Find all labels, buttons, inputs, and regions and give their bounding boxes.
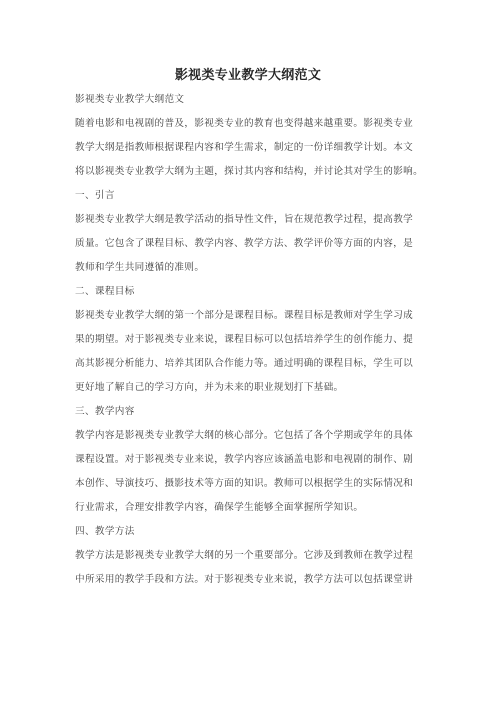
paragraph-line: 果的期望。对于影视类专业来说，课程目标可以包括培养学生的创作能力、提: [75, 334, 414, 345]
section-heading: 四、教学方法: [75, 526, 135, 537]
paragraph-line: 教学方法是影视类专业教学大纲的另一个重要部分。它涉及到教师在教学过程: [75, 550, 414, 561]
paragraph-line: 课程设置。对于影视类专业来说，教学内容应该涵盖电影和电视剧的制作、剧: [75, 454, 414, 465]
section-heading: 二、课程目标: [75, 286, 135, 297]
paragraph-line: 质量。它包含了课程目标、教学内容、教学方法、教学评价等方面的内容，是: [75, 238, 414, 249]
paragraph-line: 高其影视分析能力、培养其团队合作能力等。通过明确的课程目标，学生可以: [75, 358, 414, 369]
paragraph-line: 中所采用的教学手段和方法。对于影视类专业来说，教学方法可以包括课堂讲: [75, 574, 414, 585]
paragraph-line: 教学内容是影视类专业教学大纲的核心部分。它包括了各个学期或学年的具体: [75, 430, 414, 441]
paragraph-line: 影视类专业教学大纲的第一个部分是课程目标。课程目标是教师对学生学习成: [75, 310, 414, 321]
document-title: 影视类专业教学大纲范文: [174, 68, 322, 83]
paragraph-line: 将以影视类专业教学大纲为主题，探讨其内容和结构，并讨论其对学生的影响。: [75, 166, 424, 177]
paragraph-line: 本创作、导演技巧、摄影技术等方面的知识。教师可以根据学生的实际情况和: [75, 478, 414, 489]
paragraph-line: 更好地了解自己的学习方向，并为未来的职业规划打下基础。: [75, 382, 344, 393]
paragraph-line: 行业需求，合理安排教学内容，确保学生能够全面掌握所学知识。: [75, 502, 364, 513]
paragraph-line: 随着电影和电视剧的普及，影视类专业的教育也变得越来越重要。影视类专业: [75, 118, 414, 129]
paragraph-line: 教师和学生共同遵循的准则。: [75, 262, 205, 273]
section-heading: 三、教学内容: [75, 406, 135, 417]
paragraph-line: 教学大纲是指教师根据课程内容和学生需求，制定的一份详细教学计划。本文: [75, 142, 414, 153]
section-heading: 一、引言: [75, 190, 115, 201]
subtitle-line: 影视类专业教学大纲范文: [75, 94, 185, 105]
paragraph-line: 影视类专业教学大纲是教学活动的指导性文件，旨在规范教学过程，提高教学: [75, 214, 414, 225]
